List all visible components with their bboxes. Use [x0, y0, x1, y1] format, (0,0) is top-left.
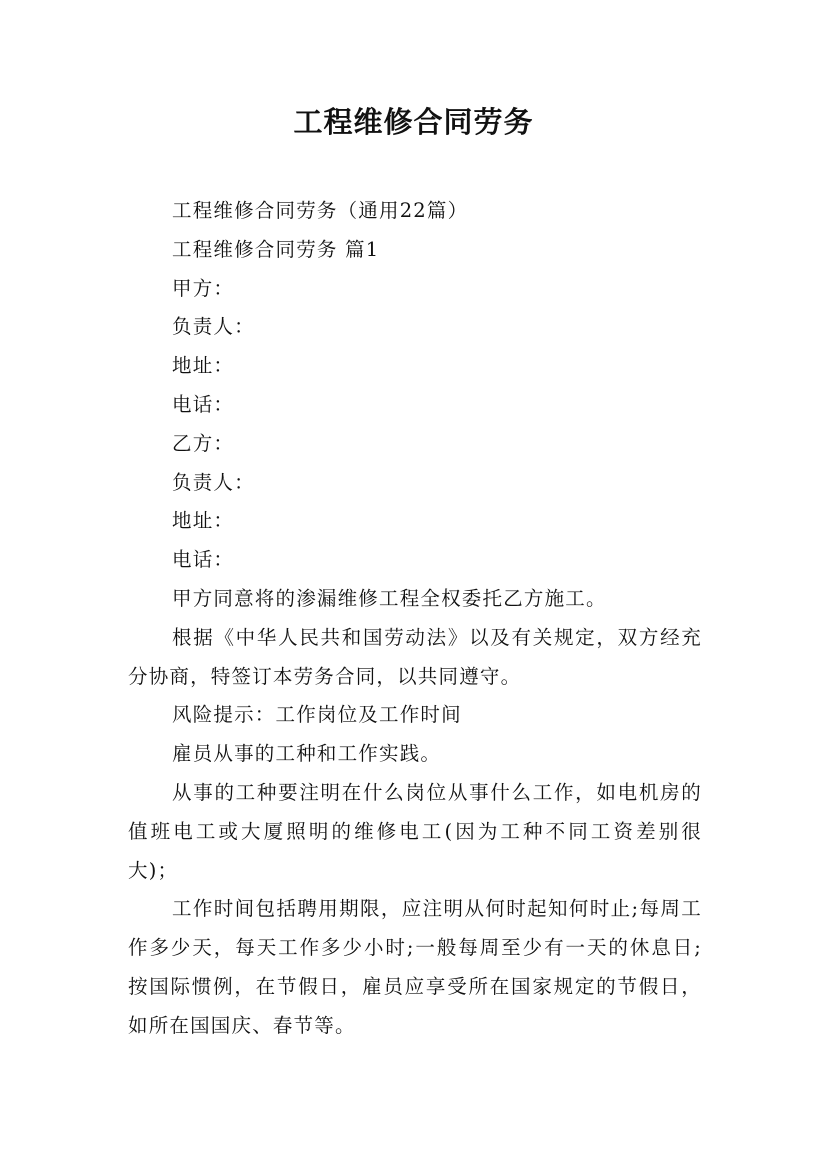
paragraph-party-b-phone: 电话：: [172, 548, 235, 572]
paragraph-party-a-person: 负责人：: [172, 315, 255, 339]
paragraph-legal-basis: 根据《中华人民共和国劳动法》以及有关规定，双方经充分协商，特签订本劳务合同，以共同遵守。: [128, 625, 702, 688]
paragraph-work-time: 工作时间包括聘用期限，应注明从何时起知何时止;每周工作多少天，每天工作多少小时;一般每周至少有一天的休息日;按国际惯例，在节假日，雇员应享受所在国家规定的节假日，如所在国国庆、春节等。: [128, 897, 702, 1037]
paragraph-party-a-address: 地址：: [172, 354, 235, 378]
paragraph-section-heading: 工程维修合同劳务 篇1: [172, 237, 380, 261]
paragraph-party-b-address: 地址：: [172, 509, 235, 533]
document-title: 工程维修合同劳务: [293, 105, 534, 139]
paragraph-agreement: 甲方同意将的渗漏维修工程全权委托乙方施工。: [172, 586, 607, 610]
paragraph-subtitle: 工程维修合同劳务（通用22篇）: [172, 199, 469, 222]
paragraph-work-type: 雇员从事的工种和工作实践。: [172, 742, 442, 766]
paragraph-party-b: 乙方：: [172, 431, 235, 455]
paragraph-work-detail: 从事的工种要注明在什么岗位从事什么工作，如电机房的值班电工或大厦照明的维修电工(因为工种不同工资差别很大)；: [128, 780, 702, 882]
paragraph-party-b-person: 负责人：: [172, 470, 255, 494]
paragraph-party-a: 甲方：: [172, 276, 235, 300]
paragraph-party-a-phone: 电话：: [172, 392, 235, 416]
paragraph-risk-notice: 风险提示：工作岗位及工作时间: [172, 703, 462, 727]
document-body: [128, 192, 702, 1046]
